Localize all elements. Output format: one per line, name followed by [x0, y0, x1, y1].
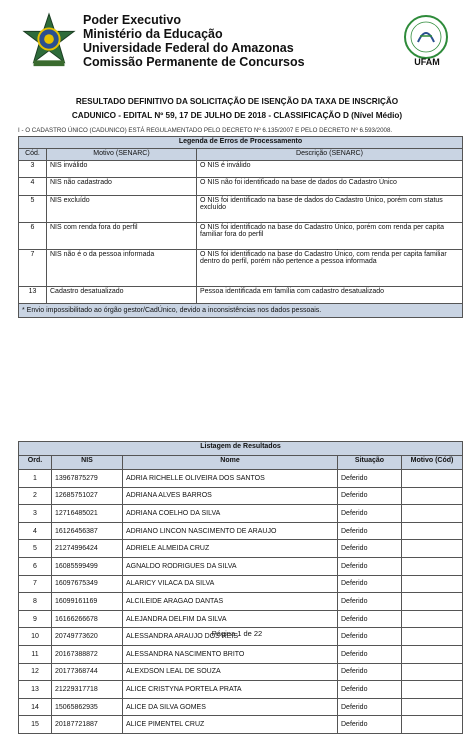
- table-row: [19, 663, 463, 681]
- error-code: 13: [19, 287, 47, 304]
- row-nis: 21274996424: [52, 540, 123, 558]
- row-situacao: Deferido: [338, 540, 402, 558]
- column-header-descricao: Descrição (SENARC): [197, 149, 463, 161]
- error-motivo: Cadastro desatualizado: [47, 287, 197, 304]
- header-line-1: Poder Executivo: [83, 13, 181, 27]
- row-situacao: Deferido: [338, 716, 402, 734]
- row-motivo: [402, 575, 463, 593]
- row-ord: 3: [19, 505, 52, 523]
- error-motivo: NIS com renda fora do perfil: [47, 223, 197, 250]
- row-nis: 15065862935: [52, 698, 123, 716]
- row-situacao: Deferido: [338, 663, 402, 681]
- error-descricao: Pessoa identificada em família com cadastro desatualizado: [197, 287, 463, 304]
- row-situacao: Deferido: [338, 522, 402, 540]
- row-nome: ALARICY VILACA DA SILVA: [123, 575, 338, 593]
- row-ord: 1: [19, 470, 52, 488]
- error-descricao: O NIS foi identificado na base do Cadastro Único, porém com renda per capita familiar fora do perfil: [197, 223, 463, 250]
- ufam-logo-icon: [398, 14, 454, 60]
- error-motivo: NIS inválido: [47, 161, 197, 178]
- row-motivo: [402, 698, 463, 716]
- column-header-nome: Nome: [123, 456, 338, 470]
- error-motivo: NIS excluído: [47, 196, 197, 223]
- row-nis: 16166266678: [52, 610, 123, 628]
- row-situacao: Deferido: [338, 698, 402, 716]
- row-nis: 13967875279: [52, 470, 123, 488]
- column-header-situacao: Situação: [338, 456, 402, 470]
- table-row: [19, 522, 463, 540]
- row-ord: 14: [19, 698, 52, 716]
- row-nis: 20749773620: [52, 628, 123, 646]
- row-nome: ADRIA RICHELLE OLIVEIRA DOS SANTOS: [123, 470, 338, 488]
- row-ord: 9: [19, 610, 52, 628]
- row-nome: ADRIANA ALVES BARROS: [123, 487, 338, 505]
- row-ord: 10: [19, 628, 52, 646]
- column-header-ord: Ord.: [19, 456, 52, 470]
- error-row: [19, 223, 463, 250]
- row-ord: 5: [19, 540, 52, 558]
- row-nome: ALICE PIMENTEL CRUZ: [123, 716, 338, 734]
- table-row: [19, 593, 463, 611]
- row-nome: ADRIELE ALMEIDA CRUZ: [123, 540, 338, 558]
- document-header: [0, 0, 474, 80]
- error-legend-title: Legenda de Erros de Processamento: [19, 137, 463, 149]
- error-legend-table: [18, 136, 463, 318]
- row-nome: AGNALDO RODRIGUES DA SILVA: [123, 557, 338, 575]
- error-code: 4: [19, 178, 47, 196]
- column-header-nis: NIS: [52, 456, 123, 470]
- row-nome: ADRIANA COELHO DA SILVA: [123, 505, 338, 523]
- row-nis: 21229317718: [52, 681, 123, 699]
- table-row: [19, 505, 463, 523]
- row-nis: 16099161169: [52, 593, 123, 611]
- header-line-4: Comissão Permanente de Concursos: [83, 55, 305, 69]
- row-ord: 2: [19, 487, 52, 505]
- row-nome: ALESSANDRA ARAUJO DOS REIS: [123, 628, 338, 646]
- error-code: 7: [19, 250, 47, 287]
- table-row: [19, 610, 463, 628]
- error-code: 3: [19, 161, 47, 178]
- row-nis: 16085599499: [52, 557, 123, 575]
- row-situacao: Deferido: [338, 681, 402, 699]
- row-situacao: Deferido: [338, 645, 402, 663]
- error-row: [19, 196, 463, 223]
- results-legend-title: Listagem de Resultados: [19, 442, 463, 456]
- row-motivo: [402, 593, 463, 611]
- table-row: [19, 645, 463, 663]
- error-row: [19, 250, 463, 287]
- error-descricao: O NIS foi identificado na base de dados do Cadastro Único, porém com status excluído: [197, 196, 463, 223]
- row-situacao: Deferido: [338, 470, 402, 488]
- row-ord: 15: [19, 716, 52, 734]
- row-nome: ALEJANDRA DELFIM DA SILVA: [123, 610, 338, 628]
- header-line-3: Universidade Federal do Amazonas: [83, 41, 294, 55]
- error-code: 6: [19, 223, 47, 250]
- row-ord: 6: [19, 557, 52, 575]
- row-nome: ALESSANDRA NASCIMENTO BRITO: [123, 645, 338, 663]
- row-motivo: [402, 610, 463, 628]
- row-ord: 8: [19, 593, 52, 611]
- table-row: [19, 487, 463, 505]
- error-motivo: NIS não cadastrado: [47, 178, 197, 196]
- table-row: [19, 540, 463, 558]
- row-nis: 12685751027: [52, 487, 123, 505]
- column-header-motivo-cod: Motivo (Cód): [402, 456, 463, 470]
- error-descricao: O NIS não foi identificado na base de dados do Cadastro Único: [197, 178, 463, 196]
- row-motivo: [402, 470, 463, 488]
- row-motivo: [402, 681, 463, 699]
- row-nome: ALCILEIDE ARAGAO DANTAS: [123, 593, 338, 611]
- table-row: [19, 470, 463, 488]
- table-row: [19, 681, 463, 699]
- page-number: Página 1 de 22: [211, 629, 263, 638]
- row-situacao: Deferido: [338, 487, 402, 505]
- row-nis: 20177368744: [52, 663, 123, 681]
- row-nome: ALEXDSON LEAL DE SOUZA: [123, 663, 338, 681]
- error-footnote: * Envio impossibilitado ao órgão gestor/CadÚnico, devido a inconsistências nos dados pessoais.: [19, 304, 463, 318]
- document-title: RESULTADO DEFINITIVO DA SOLICITAÇÃO DE ISENÇÃO DA TAXA DE INSCRIÇÃO: [75, 97, 399, 106]
- column-header-motivo: Motivo (SENARC): [47, 149, 197, 161]
- row-nome: ALICE DA SILVA GOMES: [123, 698, 338, 716]
- row-situacao: Deferido: [338, 628, 402, 646]
- row-situacao: Deferido: [338, 593, 402, 611]
- table-row: [19, 575, 463, 593]
- error-descricao: O NIS foi identificado na base do Cadastro Único, com renda per capita familiar dentro do perfil, porém não pertence a pessoa informada: [197, 250, 463, 287]
- row-nome: ALICE CRISTYNA PORTELA PRATA: [123, 681, 338, 699]
- row-motivo: [402, 522, 463, 540]
- results-body: [19, 470, 463, 734]
- institution-heading: [83, 13, 305, 69]
- error-motivo: NIS não é o da pessoa informada: [47, 250, 197, 287]
- row-motivo: [402, 487, 463, 505]
- row-motivo: [402, 645, 463, 663]
- row-situacao: Deferido: [338, 505, 402, 523]
- row-ord: 13: [19, 681, 52, 699]
- row-motivo: [402, 716, 463, 734]
- row-nome: ADRIANO LINCON NASCIMENTO DE ARAUJO: [123, 522, 338, 540]
- table-row: [19, 698, 463, 716]
- row-nis: 20167388872: [52, 645, 123, 663]
- document-subtitle: CADUNICO - EDITAL Nº 59, 17 DE JULHO DE 2018 - CLASSIFICAÇÃO D (Nível Médio): [71, 111, 403, 120]
- header-line-2: Ministério da Educação: [83, 27, 223, 41]
- row-ord: 7: [19, 575, 52, 593]
- row-nis: 16126456387: [52, 522, 123, 540]
- results-table: [18, 441, 463, 734]
- error-descricao: O NIS é inválido: [197, 161, 463, 178]
- row-motivo: [402, 540, 463, 558]
- error-row: [19, 161, 463, 178]
- table-row: [19, 716, 463, 734]
- table-row: [19, 557, 463, 575]
- row-nis: 12716485021: [52, 505, 123, 523]
- error-code: 5: [19, 196, 47, 223]
- row-motivo: [402, 557, 463, 575]
- row-ord: 4: [19, 522, 52, 540]
- ufam-label: UFAM: [414, 57, 440, 67]
- error-row: [19, 287, 463, 304]
- row-ord: 11: [19, 645, 52, 663]
- row-nis: 16097675349: [52, 575, 123, 593]
- row-nis: 20187721887: [52, 716, 123, 734]
- row-situacao: Deferido: [338, 575, 402, 593]
- row-situacao: Deferido: [338, 610, 402, 628]
- column-header-cod: Cód.: [19, 149, 47, 161]
- row-motivo: [402, 505, 463, 523]
- row-motivo: [402, 663, 463, 681]
- legal-note: I - O CADASTRO ÚNICO (CADUNICO) ESTÁ REGULAMENTADO PELO DECRETO Nº 6.135/2007 E PELO DECRETO Nº 6.593/2008.: [18, 127, 393, 134]
- row-situacao: Deferido: [338, 557, 402, 575]
- error-row: [19, 178, 463, 196]
- row-ord: 12: [19, 663, 52, 681]
- brazil-coat-of-arms-icon: [20, 12, 78, 70]
